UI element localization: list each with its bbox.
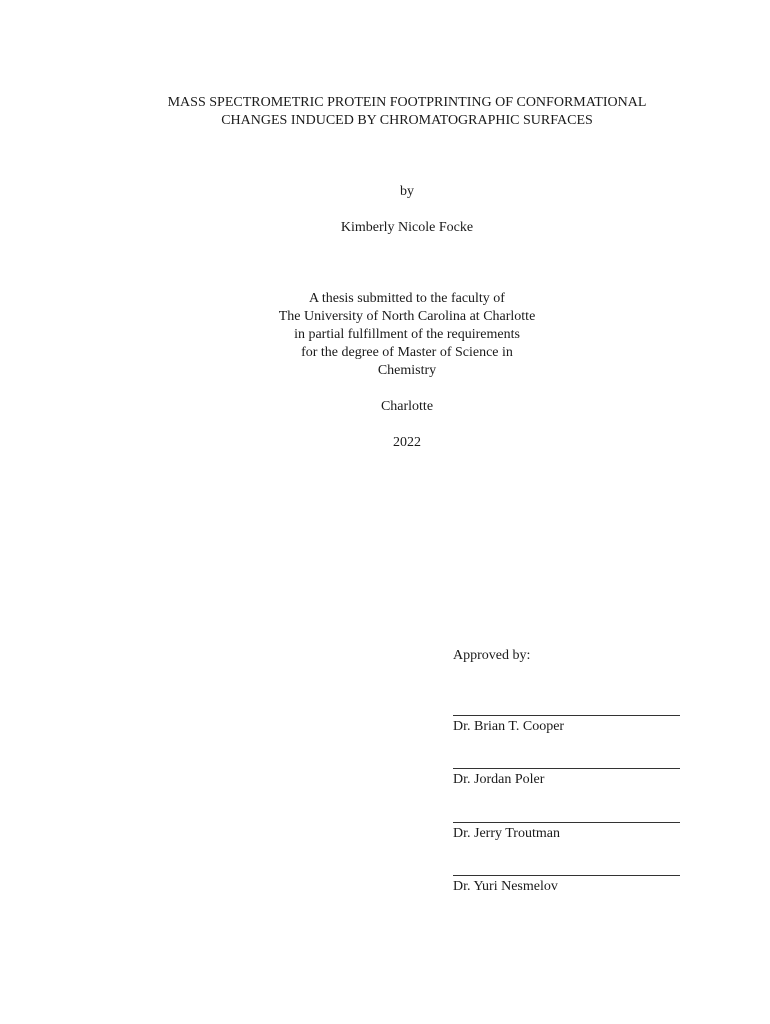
signatory-name: Dr. Jordan Poler: [453, 772, 545, 787]
signature-block: [453, 715, 680, 736]
signature-block: [453, 768, 680, 789]
author-name: Kimberly Nicole Focke: [340, 220, 474, 235]
submission-line-5: Chemistry: [377, 363, 437, 378]
submission-line-2: The University of North Carolina at Charlotte: [278, 309, 536, 324]
signature-line: [453, 822, 680, 823]
submission-line-1: A thesis submitted to the faculty of: [309, 291, 505, 306]
thesis-title-line-1: MASS SPECTROMETRIC PROTEIN FOOTPRINTING OF CONFORMATIONAL: [167, 95, 647, 110]
thesis-title-line-2: CHANGES INDUCED BY CHROMATOGRAPHIC SURFACES: [221, 113, 593, 128]
signature-line: [453, 875, 680, 876]
submission-line-3: in partial fulfillment of the requirements: [294, 327, 520, 342]
year-label: 2022: [393, 435, 421, 450]
signature-block: [453, 822, 680, 843]
thesis-title: [22, 94, 770, 130]
signatory-name: Dr. Brian T. Cooper: [453, 719, 565, 734]
approved-by-label: Approved by:: [453, 648, 531, 663]
signatory-name: Dr. Jerry Troutman: [453, 826, 560, 841]
signature-line: [453, 768, 680, 769]
signatory-name: Dr. Yuri Nesmelov: [453, 879, 558, 894]
submission-statement: [22, 290, 770, 380]
submission-line-4: for the degree of Master of Science in: [301, 345, 513, 360]
city-label: Charlotte: [380, 399, 434, 414]
signature-line: [453, 715, 680, 716]
by-label: by: [400, 184, 414, 199]
signature-block: [453, 875, 680, 896]
